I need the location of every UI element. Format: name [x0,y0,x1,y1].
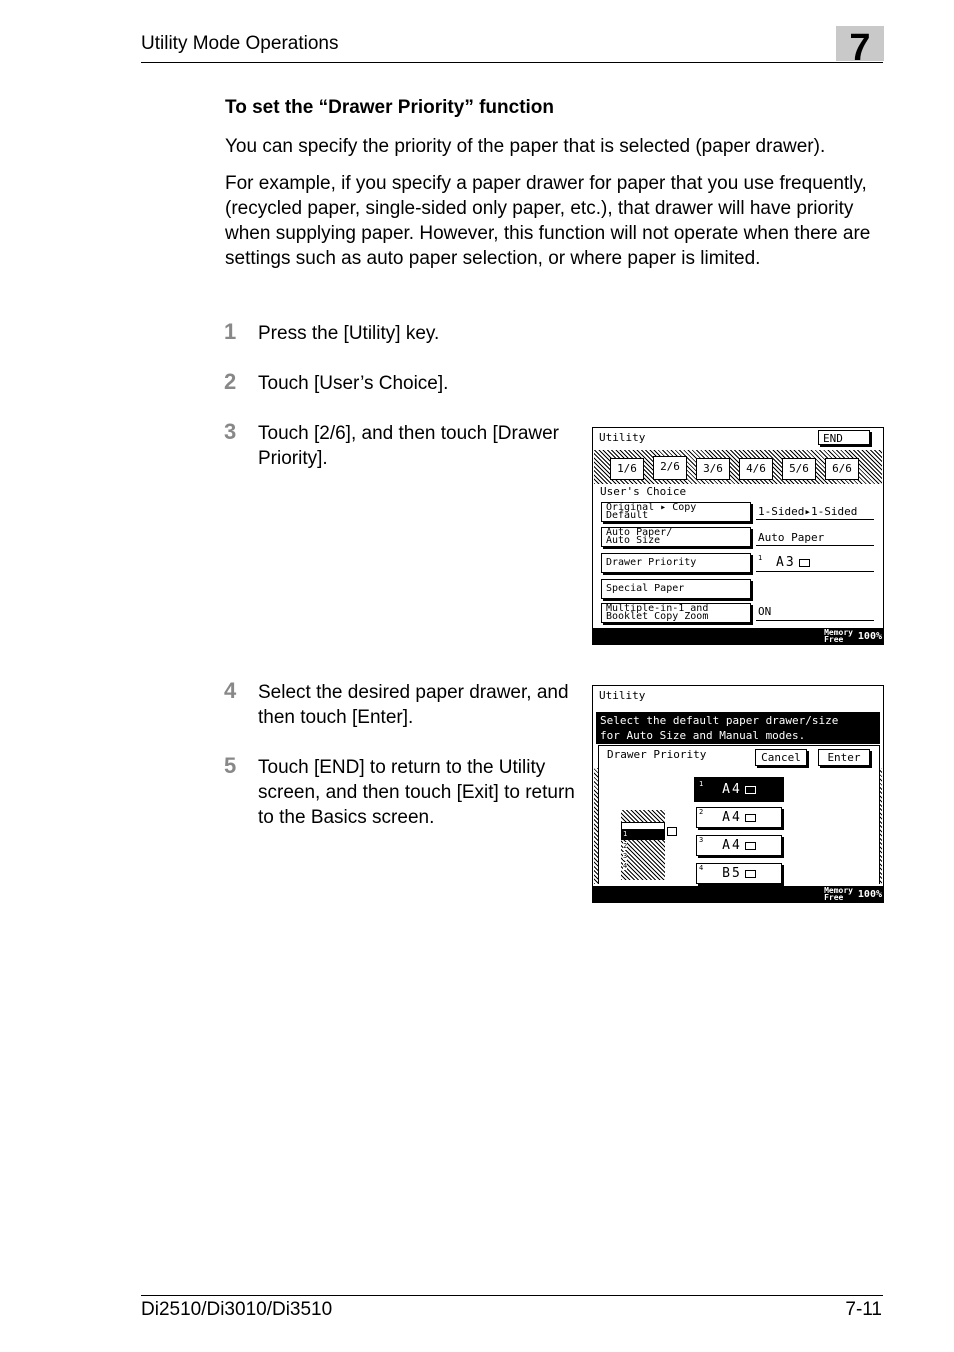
tab-3-6[interactable]: 3/6 [696,458,730,480]
step-text: Touch [END] to return to the Utility screen, and then touch [Exit] to return to the Basics screen. [258,757,575,828]
drawer-priority-button[interactable]: Drawer Priority [601,553,751,573]
message-line-1: Select the default paper drawer/size [600,714,839,727]
status-bar [593,628,883,644]
paper-orientation-icon [745,842,756,850]
memory-label: Memory Free [824,628,853,644]
paper-orientation-icon [799,559,810,567]
step-text: Touch [User’s Choice]. [258,373,449,394]
utility-screen-users-choice [592,427,884,645]
status-bar [593,886,883,902]
step-number: 2 [224,369,237,394]
screen-title: Utility [599,689,646,702]
paper-orientation-icon [745,870,756,878]
multiple-in-1-value: ON [758,605,772,618]
tab-5-6[interactable]: 5/6 [782,458,816,480]
screen-title: Utility [599,431,646,444]
auto-paper-size-button[interactable]: Auto Paper/ Auto Size [601,527,751,547]
auto-paper-value: Auto Paper [758,531,825,544]
drawer-4-button[interactable]: 4 B5 [696,863,782,884]
drawer-2-button[interactable]: 2 A4 [696,807,782,828]
end-button[interactable]: END [818,430,870,445]
page-number: 7-11 [845,1299,882,1320]
tab-6-6[interactable]: 6/6 [825,458,859,480]
step-text: Press the [Utility] key. [258,323,440,344]
step-number: 5 [224,753,237,778]
screen-subtitle: Drawer Priority [607,748,707,761]
memory-free-value: 100% [857,889,882,900]
chapter-number: 7 [849,27,871,69]
footer-model: Di2510/Di3010/Di3510 [141,1299,333,1320]
tray-indicator-icon [667,827,677,836]
tab-1-6[interactable]: 1/6 [610,458,644,480]
memory-label: Memory Free [824,886,853,902]
step-number: 4 [224,678,237,703]
memory-free-value: 100% [857,631,882,642]
step-text: Select the desired paper drawer, and then touch [Enter]. [258,682,569,728]
section-label: User's Choice [600,485,687,498]
original-copy-value: 1-Sided▸1-Sided [758,505,858,518]
tab-4-6[interactable]: 4/6 [739,458,773,480]
multiple-in-1-booklet-zoom-button[interactable]: Multiple-in-1 and Booklet Copy Zoom [601,603,751,623]
drawer-3-button[interactable]: 3 A4 [696,835,782,856]
paper-orientation-icon [745,814,756,822]
drawer-number: 1 [758,554,763,562]
cancel-button[interactable]: Cancel [755,749,807,766]
drawer-1-button[interactable]: 1 A4 [696,779,782,800]
example-paragraph: For example, if you specify a paper drawer for paper that you use frequently, (recycled paper, single-sided only paper, etc.), that drawer will have priority when supplying paper. However, this function will not operate when there are settings such as auto paper selection, or where paper is limited. [225,173,871,269]
running-header: Utility Mode Operations [141,33,339,54]
drawer-priority-screen [592,685,884,903]
step-number: 3 [224,419,237,444]
step-number: 1 [224,319,237,344]
tab-2-6[interactable]: 2/6 [653,456,687,480]
copier-illustration: 1 2 3 4 [621,810,665,880]
original-copy-default-button[interactable]: Original ▸ Copy Default [601,502,751,522]
footer-rule [141,1295,883,1296]
special-paper-button[interactable]: Special Paper [601,579,751,599]
drawer-priority-value: A3 [776,555,810,570]
message-line-2: for Auto Size and Manual modes. [600,729,806,742]
enter-button[interactable]: Enter [818,749,870,766]
header-rule [141,62,883,63]
paper-orientation-icon [745,786,756,794]
intro-paragraph: You can specify the priority of the paper that is selected (paper drawer). [225,136,826,157]
step-text: Touch [2/6], and then touch [Drawer Priority]. [258,423,560,469]
section-heading: To set the “Drawer Priority” function [225,97,555,118]
